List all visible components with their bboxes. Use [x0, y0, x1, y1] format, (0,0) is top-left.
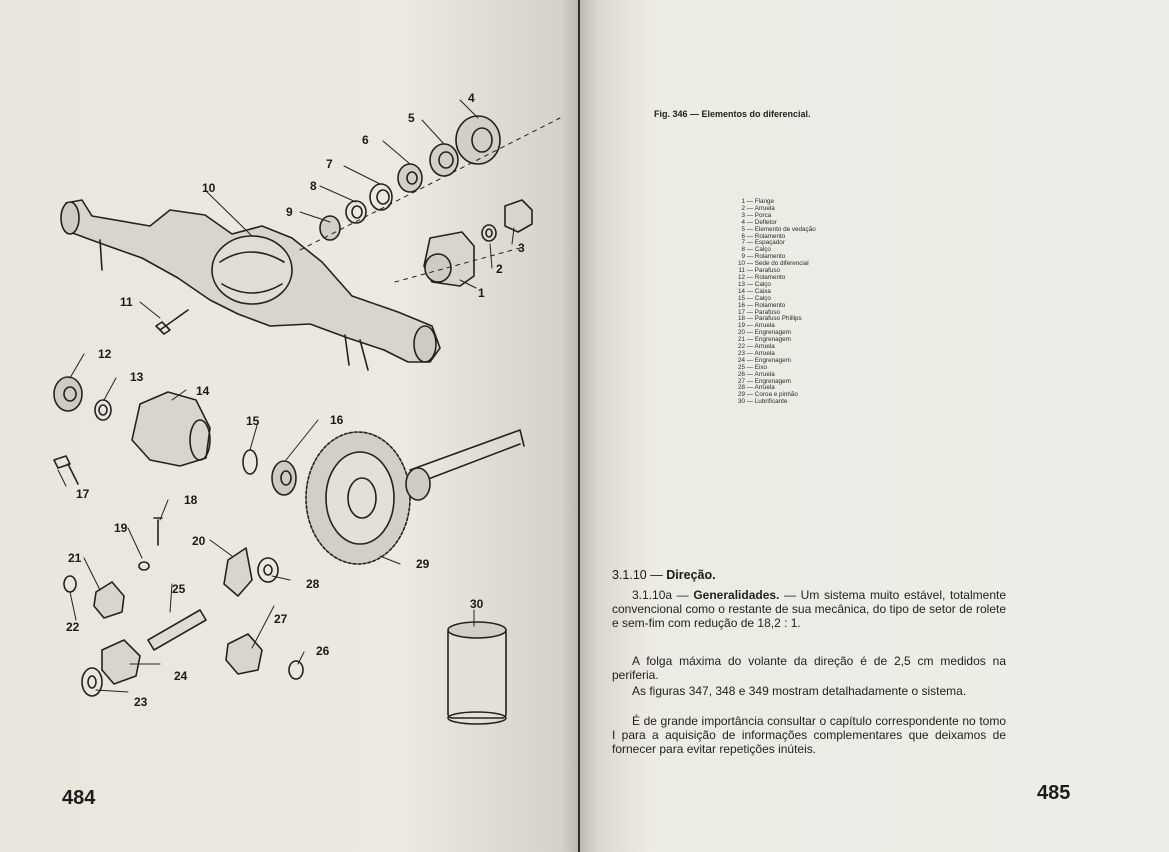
- legend-item: 29 — Coroa e pinhão: [737, 391, 798, 399]
- legend-item: 17 — Parafuso: [737, 308, 780, 316]
- legend-item: 28 — Arruela: [737, 384, 775, 392]
- shim-15: [243, 450, 257, 474]
- legend-item: 12 — Rolamento: [737, 273, 786, 281]
- bolt-11: [156, 310, 188, 334]
- legend-item: 19 — Arruela: [737, 322, 775, 330]
- part-label: 1: [478, 286, 485, 300]
- bearing-16: [272, 461, 296, 495]
- part-label: 23: [134, 695, 148, 709]
- legend-item: 25 — Eixo: [737, 363, 768, 371]
- washer-26: [289, 661, 303, 679]
- paragraph-consultar: É de grande importância consultar o capítulo correspondente no tomo I para a aquisição de informações complementares que deixamos de fornecer para evitar repetições inúteis.: [612, 714, 1006, 756]
- part-label: 24: [174, 669, 188, 683]
- figure-caption: Fig. 346 — Elementos do diferencial.: [654, 109, 811, 119]
- legend-item: 9 — Rolamento: [741, 253, 786, 261]
- legend-item: 26 — Arruela: [737, 370, 775, 378]
- part-label: 4: [468, 91, 475, 105]
- part-label: 5: [408, 111, 415, 125]
- part-label: 27: [274, 612, 288, 626]
- shim-8: [346, 201, 366, 223]
- legend-item: 11 — Parafuso: [738, 267, 780, 275]
- paragraph-figuras: As figuras 347, 348 e 349 mostram detalhadamente o sistema.: [632, 684, 967, 698]
- gear-24: [102, 640, 140, 684]
- part-label: 21: [68, 551, 82, 565]
- shaft-25: [148, 610, 206, 650]
- legend-item: 7 — Espaçador: [741, 239, 785, 247]
- part-label: 19: [114, 521, 128, 535]
- part-label: 22: [66, 620, 80, 634]
- legend-item: 13 — Calço: [737, 280, 771, 288]
- deflector: [456, 116, 500, 164]
- section-number: 3.1.10 —: [612, 568, 663, 582]
- part-label: 28: [306, 577, 320, 591]
- part-label: 26: [316, 644, 330, 658]
- part-label: 11: [120, 295, 133, 309]
- legend-item: 21 — Engrenagem: [737, 336, 791, 344]
- section-heading: [612, 568, 716, 582]
- part-label: 30: [470, 597, 484, 611]
- legend-item: 27 — Engrenagem: [737, 377, 791, 385]
- washer-2: [482, 225, 496, 241]
- washer-19: [139, 562, 149, 570]
- legend-item: 20 — Engrenagem: [737, 329, 791, 337]
- legend-item: 18 — Parafuso Phillips: [737, 315, 802, 323]
- paragraph-generalidades: 3.1.10a — Generalidades. — Um sistema muito estável, totalmente convencional como o restante de sua mecânica, do tipo de setor de rolete e sem-fim com redução de 18,2 : 1.: [612, 588, 1006, 630]
- part-label: 8: [310, 179, 317, 193]
- part-label: 17: [76, 487, 90, 501]
- page-number-right: 485: [1037, 782, 1071, 804]
- part-label: 3: [518, 241, 525, 255]
- part-label: 13: [130, 370, 144, 384]
- legend-item: 23 — Arruela: [737, 349, 775, 357]
- part-label: 10: [202, 181, 216, 195]
- legend-item: 10 — Sede do diferencial: [737, 260, 809, 268]
- legend-item: 15 — Calço: [737, 294, 771, 302]
- legend-item: 22 — Arruela: [737, 343, 775, 351]
- part-label: 29: [416, 557, 430, 571]
- part-label: 7: [326, 157, 333, 171]
- part-label: 16: [330, 413, 344, 427]
- parts-legend: [733, 199, 816, 406]
- part-label: 12: [98, 347, 112, 361]
- part-label: 15: [246, 414, 260, 428]
- nut-3: [505, 200, 532, 232]
- page-number-left: 484: [62, 787, 96, 809]
- screw-18: [154, 518, 162, 545]
- legend-item: 4 — Defletor: [741, 218, 777, 226]
- washer-28: [258, 558, 278, 582]
- legend-item: 24 — Engrenagem: [737, 356, 791, 364]
- lubricant-can: [448, 628, 506, 718]
- gear-20: [224, 548, 252, 596]
- part-label: 2: [496, 262, 503, 276]
- legend-item: 5 — Elemento de vedação: [741, 225, 816, 233]
- legend-item: 3 — Porca: [741, 211, 772, 219]
- part-label: 6: [362, 133, 369, 147]
- shim-13: [95, 400, 111, 420]
- washer-22: [64, 576, 76, 592]
- bearing-12: [54, 377, 82, 411]
- part-label: 25: [172, 582, 186, 596]
- section-title: Direção.: [666, 568, 716, 582]
- paragraph-folga: A folga máxima do volante da direção é de 2,5 cm medidos na periferia.: [612, 654, 1006, 682]
- legend-item: 14 — Caixa: [737, 287, 771, 295]
- legend-item: 1 — Flange: [741, 198, 775, 205]
- legend-item: 6 — Rolamento: [741, 232, 786, 240]
- legend-item: 8 — Calço: [741, 246, 771, 254]
- washer-23: [82, 668, 102, 696]
- part-label: 14: [196, 384, 210, 398]
- bearing-6: [398, 164, 422, 192]
- legend-item: 30 — Lubrificante: [737, 398, 788, 406]
- legend-item: 2 — Arruela: [741, 204, 775, 212]
- legend-item: 16 — Rolamento: [737, 301, 786, 309]
- part-label: 18: [184, 493, 198, 507]
- diff-case: [132, 392, 210, 466]
- differential-exploded-diagram: [0, 0, 578, 852]
- part-label: 20: [192, 534, 206, 548]
- part-label: 9: [286, 205, 293, 219]
